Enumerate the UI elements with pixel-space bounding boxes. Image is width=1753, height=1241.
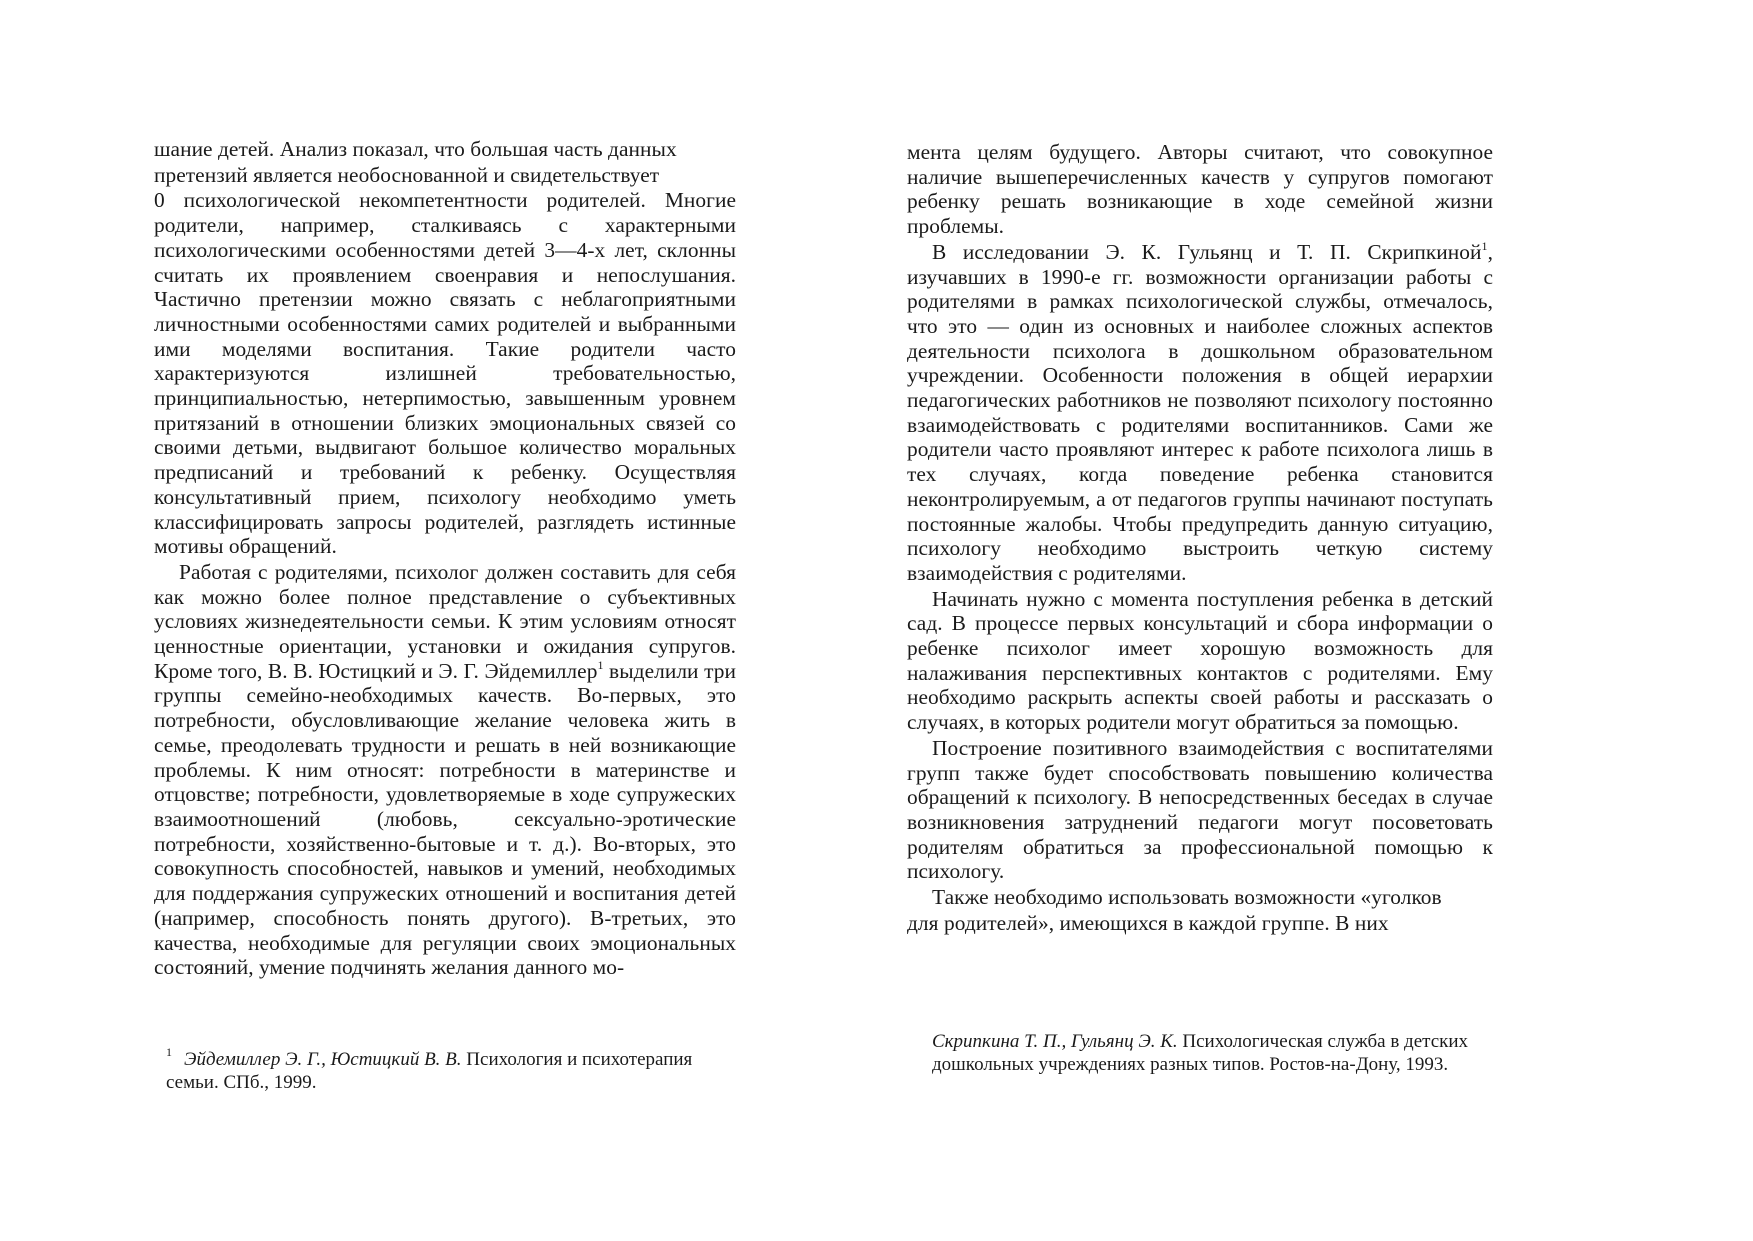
right-paragraph-5-line-1: Также необходимо использовать возможности «уголков bbox=[932, 885, 1442, 910]
right-paragraph-5-line-2: для родителей», имеющихся в каждой группе. В них bbox=[907, 910, 1389, 935]
left-page bbox=[0, 0, 876, 1241]
footnote-reference: 1 bbox=[1481, 238, 1488, 253]
right-paragraph-3: Начинать нужно с момента поступления ребенка в детский сад. В процессе первых консультаций и сбора информации о ребенке психолог имеет хорошую возможность для налаживания перспективных контактов с родителями. Ему необходимо раскрыть аспекты своей работы и рассказать о случаях, в которых родители могут обратиться за помощью. bbox=[907, 586, 1493, 735]
footnote-reference: 1 bbox=[597, 657, 604, 672]
footnote-number: 1 bbox=[166, 1045, 172, 1059]
left-footnote bbox=[154, 1045, 736, 1094]
left-paragraph-1-line-b: претензий является необоснованной и свидетельствует bbox=[154, 162, 660, 187]
left-paragraph-2 bbox=[154, 560, 736, 980]
footnote-authors: Скрипкина Т. П., Гульянц Э. К. bbox=[932, 1031, 1178, 1052]
footnote-text: Психологическая служба в детских дошкольных учреждениях разных типов. Ростов-на-Дону, 1993. bbox=[932, 1031, 1469, 1075]
left-paragraph-2-text-a: Работая с родителями, психолог должен составить для себя как можно более полное представление о субъективных условиях жизнедеятельности семьи. К этим условиям относят ценностные ориентации, установки и ожидания супругов. Кроме того, В. В. Юстицкий и Э. Г. Эйдемиллер bbox=[154, 559, 736, 683]
right-paragraph-2-text-a: В исследовании Э. К. Гульянц и Т. П. Скрипкиной bbox=[932, 239, 1482, 264]
left-paragraph-1-line-a: шание детей. Анализ показал, что большая часть данных bbox=[154, 137, 677, 161]
right-paragraph-2 bbox=[907, 240, 1493, 586]
right-paragraph-2-text-b: , изучавших в 1990-е гг. возможности организации работы с родителями в рамках психологической службы, отмечалось, что это — один из основных и наиболее сложных аспектов деятельности психолога в дошкольном образовательном учреждении. Особенности положения в общей иерархии педагогических работников не позволяют психологу постоянно взаимодействовать с родителями воспитанников. Сами же родители часто проявляют интерес к работе психолога лишь в тех случаях, когда поведение ребенка становится неконтролируемым, а от педагогов группы начинают поступать постоянные жалобы. Чтобы предупредить данную ситуацию, психологу необходимо выстроить четкую систему взаимодействия с родителями. bbox=[907, 239, 1493, 585]
right-paragraph-1: мента целям будущего. Авторы считают, что совокупное наличие вышеперечисленных качеств у супругов помогают ребенку решать возникающие в ходе семейной жизни проблемы. bbox=[907, 140, 1493, 239]
right-paragraph-4: Построение позитивного взаимодействия с воспитателями групп также будет способствовать повышению количества обращений к психологу. В непосредственных беседах в случае возникновения затруднений педагоги могут посоветовать родителям обратиться за профессиональной помощью к психологу. bbox=[907, 735, 1493, 884]
left-paragraph-2-text-b: выделили три группы семейно-необходимых качеств. Во-первых, это потребности, обусловливающие желание человека жить в семье, преодолевать трудности и решать в ней возникающие проблемы. К ним относят: потребности в материнстве и отцовстве; потребности, удовлетворяемые в ходе супружеских взаимоотношений (любовь, сексуально-эротические потребности, хозяйственно-бытовые и т. д.). Во-вторых, это совокупность способностей, навыков и умений, необходимых для поддержания супружеских отношений и воспитания детей (например, способность понять другого). В-третьих, это качества, необходимые для регуляции своих эмоциональных состояний, умение подчинять желания данного мо- bbox=[154, 658, 736, 980]
footnote-text: Психология и психотерапия семьи. СПб., 1999. bbox=[166, 1049, 693, 1093]
footnote-authors: Эйдемиллер Э. Г., Юстицкий В. В. bbox=[184, 1049, 462, 1070]
left-paragraph-1: 0 психологической некомпетентности родителей. Многие родители, например, сталкиваясь с характерными психологическими особенностями детей 3—4-х лет, склонны считать их проявлением своенравия и непослушания. Частично претензии можно связать с неблагоприятными личностными особенностями самих родителей и выбранными ими моделями воспитания. Такие родители часто характеризуются излишней требовательностью, принципиальностью, нетерпимостью, завышенным уровнем притязаний в отношении близких эмоциональных связей со своими детьми, выдвигают большое количество моральных предписаний и требований к ребенку. Осуществляя консультативный прием, психологу необходимо уметь классифицировать запросы родителей, разглядеть истинные мотивы обращений. bbox=[154, 188, 736, 559]
right-page-body bbox=[907, 140, 1493, 936]
right-page bbox=[876, 0, 1753, 1241]
right-footnote bbox=[922, 1030, 1494, 1076]
left-page-body bbox=[154, 137, 736, 980]
